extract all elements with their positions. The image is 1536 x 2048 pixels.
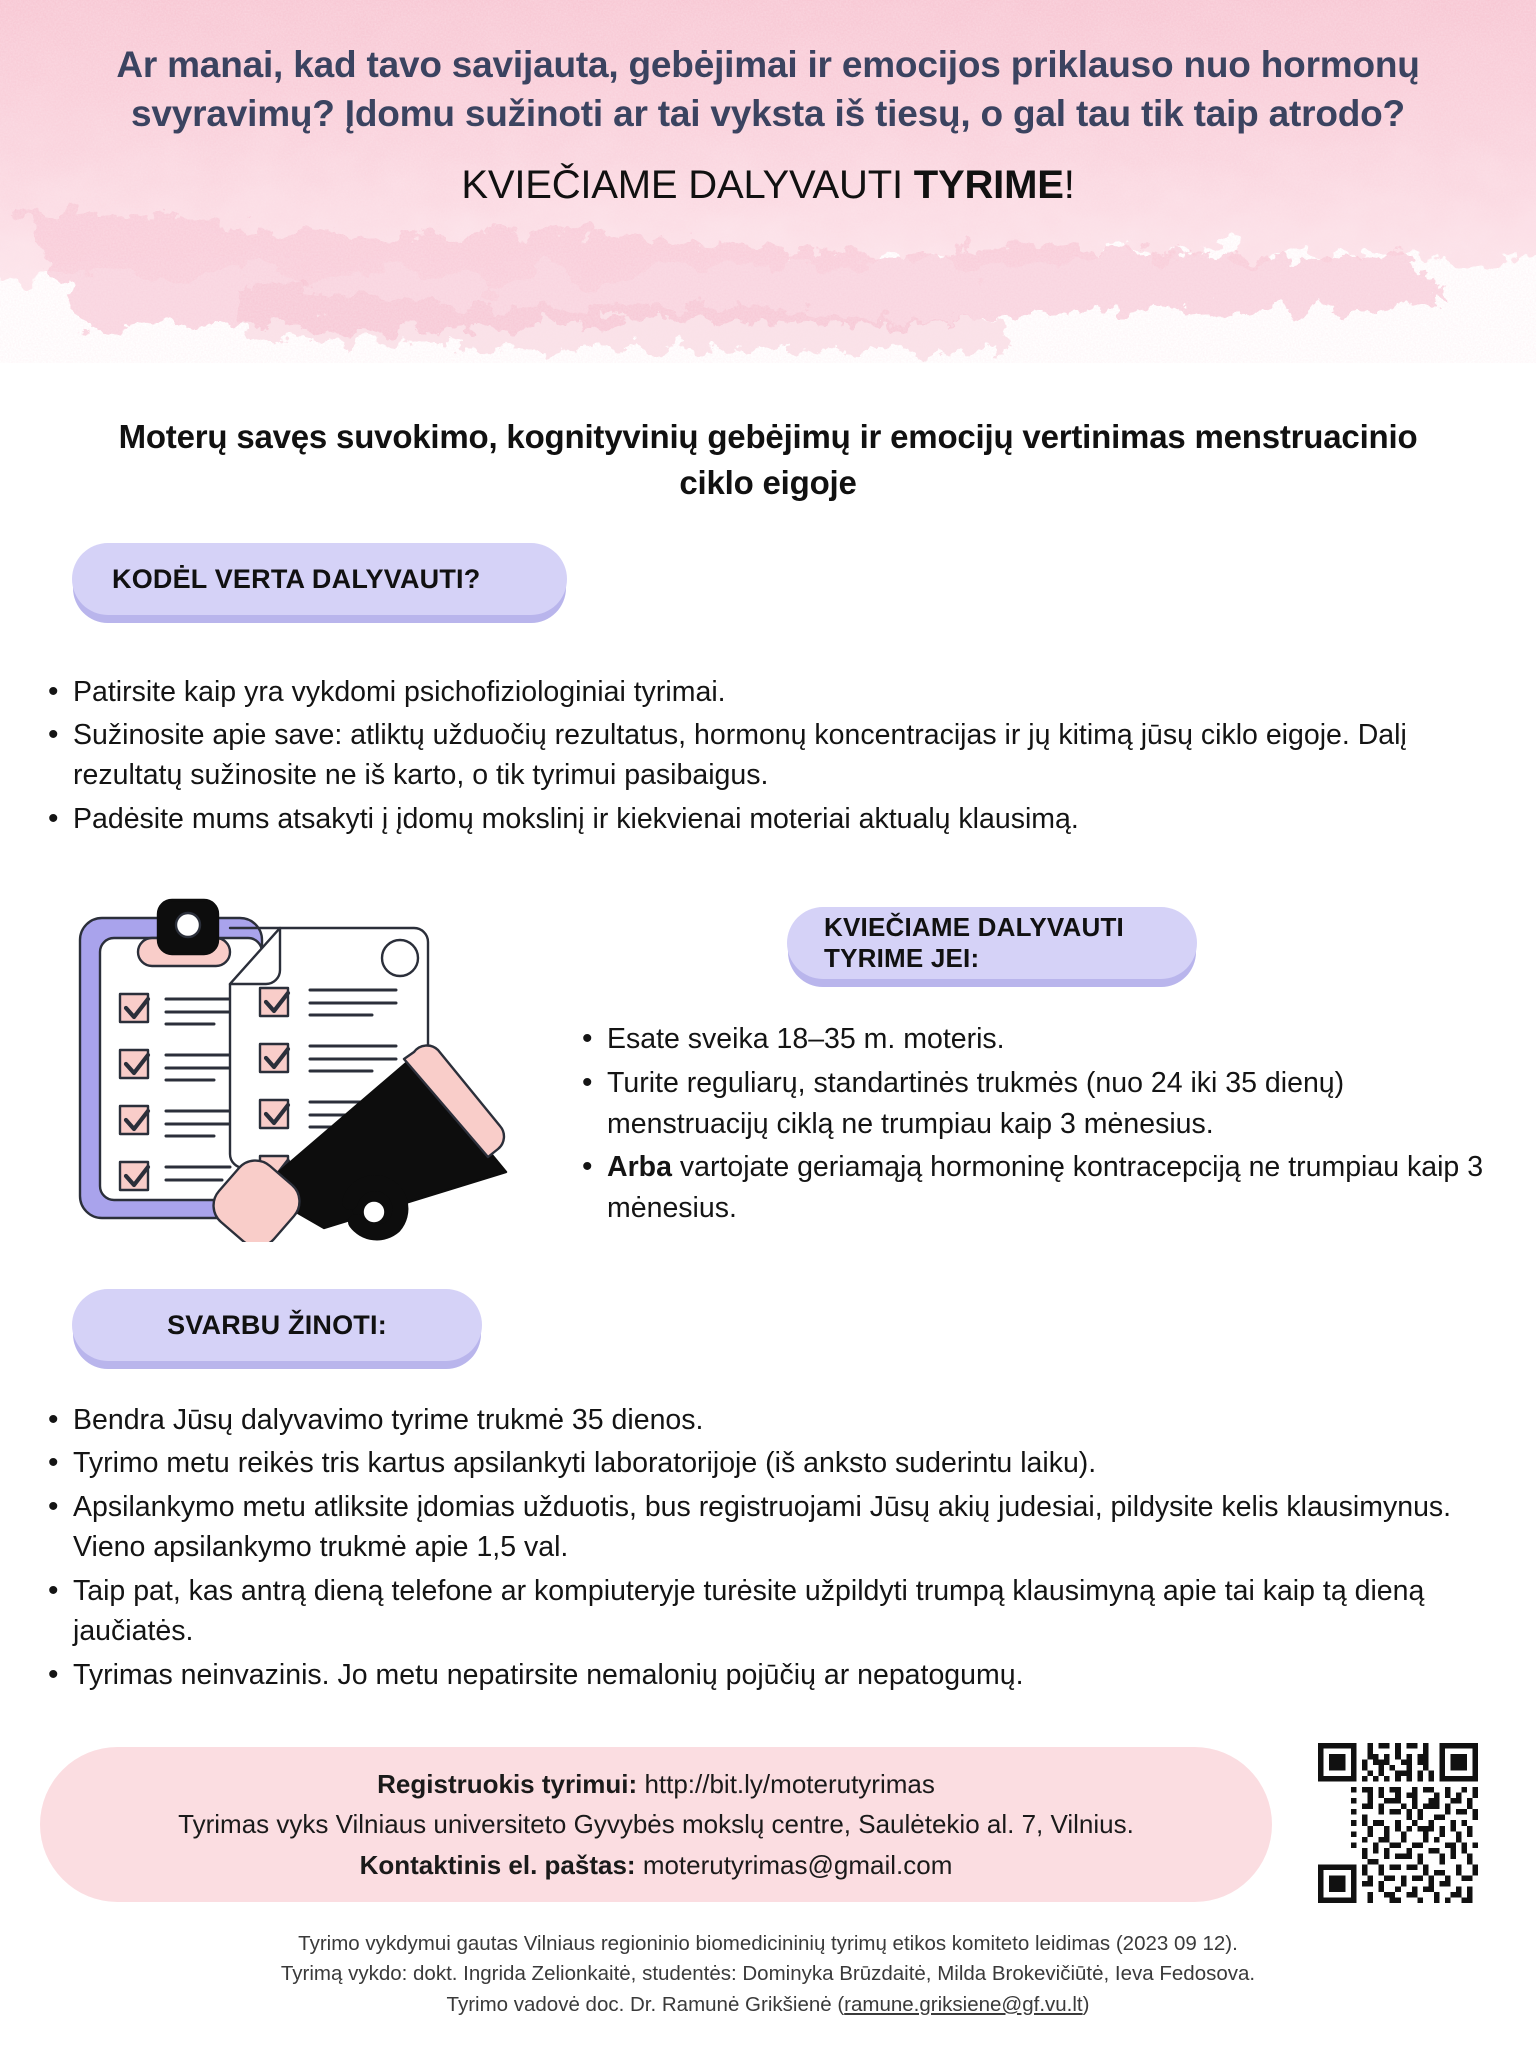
registration-line: [377, 1764, 935, 1804]
list-item: [578, 1147, 1498, 1229]
clipboard-checklist-megaphone-icon: [62, 872, 532, 1242]
list-item-text: Turite reguliarų, standartinės trukmės (nuo 24 iki 35 dienų) menstruacijų ciklą ne trumpiau kaip 3 mėnesius.: [607, 1066, 1345, 1140]
list-item: [578, 1019, 1498, 1060]
eligibility-list: [578, 1019, 1498, 1232]
footer-line-supervisor: [68, 1990, 1468, 2020]
list-item: [578, 1063, 1498, 1145]
list-item: • Padėsite mums atsakyti į įdomų mokslinį ir kiekvienai moteriai aktualų klausimą.: [44, 799, 1464, 839]
list-item: • Bendra Jūsų dalyvavimo tyrime trukmė 35 dienos.: [44, 1400, 1494, 1440]
list-item-emphasis: Arba: [607, 1151, 672, 1184]
section-banner-why-participate-label: KODĖL VERTA DALYVAUTI?: [112, 563, 481, 594]
why-participate-list: [44, 672, 1464, 842]
contact-box: [40, 1747, 1272, 1902]
location-line: Tyrimas vyks Vilniaus universiteto Gyvybės mokslų centre, Saulėtekio al. 7, Vilnius.: [178, 1809, 1134, 1840]
hero-cta-bold: TYRIME: [913, 163, 1064, 208]
section-banner-why-participate: [72, 543, 567, 615]
footer-supervisor-prefix: Tyrimo vadovė doc. Dr. Ramunė Grikšienė (: [446, 1992, 845, 2016]
section-banner-eligibility-label: KVIEČIAME DALYVAUTI TYRIME JEI:: [824, 912, 1124, 973]
hero-cta-prefix: KVIEČIAME DALYVAUTI: [461, 163, 914, 208]
section-banner-important: [72, 1289, 482, 1361]
list-item: • Tyrimas neinvazinis. Jo metu nepatirsite nemalonių pojūčių ar nepatogumų.: [44, 1655, 1494, 1695]
registration-url[interactable]: http://bit.ly/moterutyrimas: [644, 1769, 935, 1800]
list-item: • Taip pat, kas antrą dieną telefone ar kompiuteryje turėsite užpildyti trumpą klausimyną apie tai kaip tą dieną jaučiatės.: [44, 1571, 1494, 1652]
footer-line-ethics: Tyrimo vykdymui gautas Vilniaus regioninio biomedicininių tyrimų etikos komiteto leidimas (2023 09 12).: [298, 1932, 1238, 1955]
important-to-know-list: [44, 1400, 1494, 1698]
list-item: • Tyrimo metu reikės tris kartus apsilankyti laboratorijoje (iš anksto suderintu laiku).: [44, 1443, 1494, 1483]
list-item-text: Esate sveika 18–35 m. moteris.: [607, 1023, 1005, 1055]
email-label: Kontaktinis el. paštas:: [359, 1849, 636, 1880]
study-title: Moterų savęs suvokimo, kognityvinių gebėjimų ir emocijų vertinimas menstruacinio ciklo eigoje: [118, 418, 1418, 501]
hero-cta: [78, 160, 1458, 210]
hero-cta-suffix: !: [1063, 163, 1075, 208]
list-item: • Apsilankymo metu atliksite įdomias užduotis, bus registruojami Jūsų akių judesiai, pildysite kelis klausimynus. Vieno apsilankymo trukmė apie 1,5 val.: [44, 1487, 1494, 1568]
email-line: [360, 1845, 953, 1885]
qr-code-icon[interactable]: [1318, 1743, 1478, 1903]
registration-label: Registruokis tyrimui:: [377, 1769, 638, 1800]
footer: [68, 1929, 1468, 2020]
section-banner-eligibility: [787, 907, 1197, 979]
footer-line-team: Tyrimą vykdo: dokt. Ingrida Zelionkaitė, studentės: Dominyka Brūzdaitė, Milda Brokevičiūtė, Ieva Fedosova.: [280, 1962, 1256, 1986]
section-banner-important-label: SVARBU ŽINOTI:: [167, 1309, 387, 1340]
email-address[interactable]: moterutyrimas@gmail.com: [642, 1849, 953, 1880]
list-item-text: vartojate geriamąją hormoninę kontracepciją ne trumpiau kaip 3 mėnesius.: [607, 1151, 1484, 1224]
footer-supervisor-email[interactable]: ramune.griksiene@gf.vu.lt: [844, 1992, 1083, 2016]
hero-section: [78, 40, 1458, 210]
list-item: • Patirsite kaip yra vykdomi psichofiziologiniai tyrimai.: [44, 672, 1464, 712]
footer-supervisor-suffix: ): [1082, 1992, 1090, 2016]
list-item: • Sužinosite apie save: atliktų užduočių rezultatus, hormonų koncentracijas ir jų kitimą jūsų ciklo eigoje. Dalį rezultatų sužinosite ne iš karto, o tik tyrimui pasibaigus.: [44, 715, 1464, 795]
hero-question: Ar manai, kad tavo savijauta, gebėjimai ir emocijos priklauso nuo hormonų svyravimų? Įdomu sužinoti ar tai vyksta iš tiesų, o gal tau tik taip atrodo?: [116, 44, 1420, 135]
